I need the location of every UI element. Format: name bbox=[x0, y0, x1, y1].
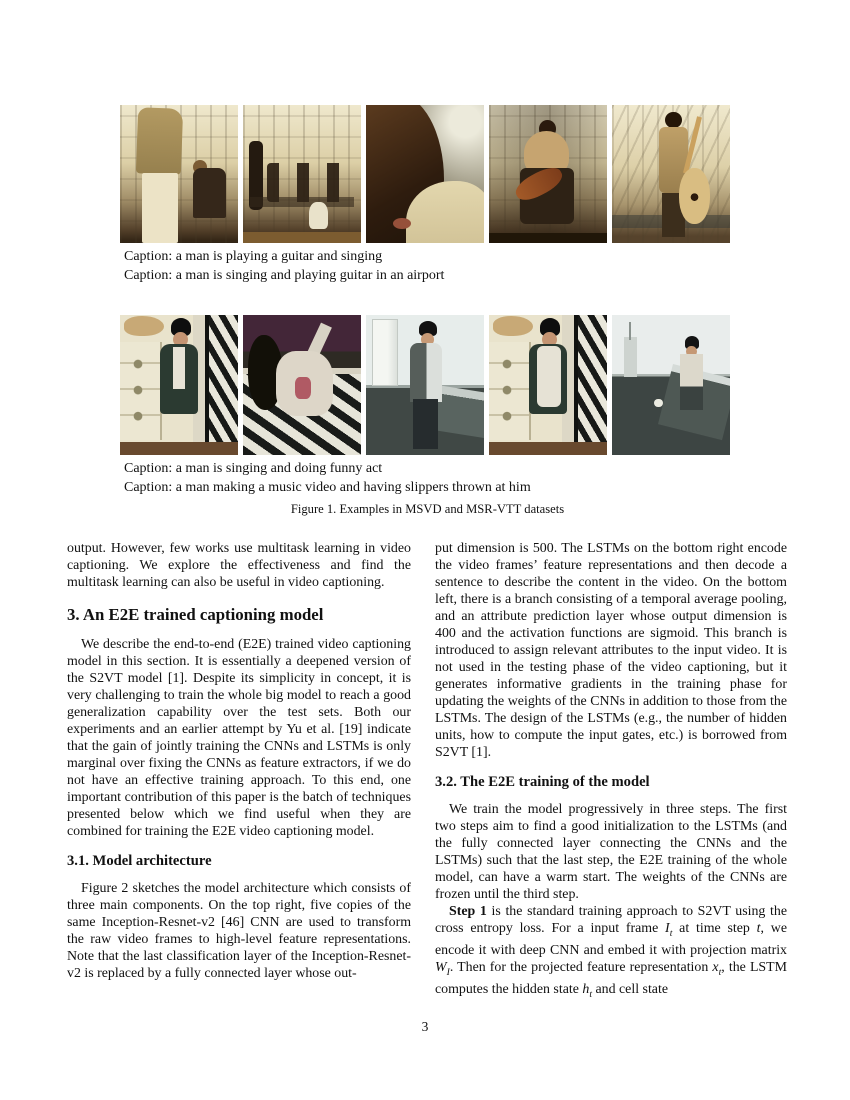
section-3-heading: 3. An E2E trained captioning model bbox=[67, 605, 324, 624]
figure1-caption: Figure 1. Examples in MSVD and MSR-VTT datasets bbox=[290, 502, 565, 516]
video-frame-person-on-zebra-bed bbox=[243, 315, 361, 455]
caption-line: Caption: a man is singing and doing funny act bbox=[124, 461, 383, 476]
row1-caption-block bbox=[124, 247, 736, 285]
scarf-shape bbox=[173, 347, 185, 389]
math-sub: t bbox=[589, 988, 593, 1000]
math-sub: t bbox=[718, 966, 722, 978]
wallpaper-motif-shape bbox=[493, 316, 533, 336]
video-frame-man-on-rooftop-wide bbox=[612, 315, 730, 455]
figure1-row2-strip bbox=[120, 315, 732, 455]
left-column bbox=[67, 540, 411, 982]
wallpaper-motif-shape bbox=[124, 316, 164, 336]
person-legs-shape bbox=[413, 399, 438, 449]
mic-stand-shape bbox=[574, 315, 578, 455]
video-frame-man-seated-playing-guitar bbox=[489, 105, 607, 243]
tower-shape bbox=[372, 319, 398, 386]
math-var: I bbox=[665, 921, 670, 936]
section-3-2-heading: 3.2. The E2E training of the model bbox=[435, 774, 650, 790]
row2-caption-block bbox=[124, 459, 736, 497]
video-frame-man-face-closeup bbox=[366, 105, 484, 243]
vest-shape bbox=[410, 343, 442, 402]
text-segment: and cell state bbox=[592, 981, 668, 997]
caption-line: Caption: a man is singing and playing guitar in an airport bbox=[124, 268, 445, 283]
mic-stand-shape bbox=[205, 315, 209, 455]
math-sub: I bbox=[446, 966, 450, 978]
seated-crowd-shape bbox=[267, 163, 352, 202]
math-var: t bbox=[756, 921, 761, 936]
video-frame-airport-people-seated bbox=[243, 105, 361, 243]
video-frame-airport-man-walking bbox=[120, 105, 238, 243]
dresser-knobs-shape bbox=[501, 351, 513, 429]
paragraph: output. However, few works use multitask learning in video captioning. We explore the effectiveness and find the multitask learning can also be useful in video captioning. bbox=[67, 541, 411, 590]
video-frame-man-in-room-white-vest bbox=[489, 315, 607, 455]
antenna-shape bbox=[629, 322, 631, 340]
step1-label: Step 1 bbox=[449, 904, 487, 919]
section-3-1-heading: 3.1. Model architecture bbox=[67, 853, 212, 869]
person-shirt-shape bbox=[135, 107, 182, 175]
person-body-shape bbox=[680, 354, 702, 410]
caption-line: Caption: a man making a music video and having slippers thrown at him bbox=[124, 480, 531, 495]
floor-shape bbox=[120, 442, 238, 455]
bench-shape bbox=[250, 197, 354, 207]
video-frame-man-laughing-in-room bbox=[120, 315, 238, 455]
text-segment: , we encode it with deep CNN and embed it with projection matrix bbox=[435, 921, 787, 958]
person-head-shape bbox=[665, 112, 682, 129]
text-segment: at time step bbox=[672, 921, 757, 936]
text-segment: . Then for the projected feature representation bbox=[449, 959, 713, 975]
math-var: x bbox=[712, 959, 719, 975]
paragraph: put dimension is 500. The LSTMs on the bottom right encode the video frames’ feature representations and then decode a sentence to describe the content in the video. On the bottom left, there is a branch consisting of a temporal average pooling, and an attribute prediction layer whose output dimension is 400 and the activation functions are sigmoid. This branch is introduced to assign relevant attributes to the input video. It is not used in the testing phase of the video captioning, but it generates informative gradients in the training phase for updating the weights of the CNNs in addition to those from the LSTMs. The design of the LSTMs (e.g., the number of hidden units, how to compute the input gates, etc.) is borrowed from S2VT [1]. bbox=[435, 541, 787, 760]
paragraph: We describe the end-to-end (E2E) trained video captioning model in this section. It is essentially a deepened version of the S2VT model [1]. Despite its simplicity in concept, it is very challenging to train the whole big model to reach a good generalization capability over the test sets. Both our experiments and an earlier attempt by Yu et al. [19] indicate that the gain of jointly training the CNNs and LSTMs is only marginal over fixing the CNNs as feature extractors, if we do not have an effective training approach. To this end, one important contribution of this paper is the batch of techniques presented below which we find useful when they are combined for training the E2E video captioning model. bbox=[67, 637, 411, 839]
paragraph: We train the model progressively in three steps. The first two steps aim to find a good initialization to the LSTMs (and the fully connected layer connecting the CNNs and the LSTMs) such that the last step, the E2E training of the whole model, can have a warm start. The weights of the CNNs are frozen until the third step. bbox=[435, 802, 787, 902]
dresser-knobs-shape bbox=[132, 351, 144, 429]
paragraph: Figure 2 sketches the model architecture which consists of three main components. On the top right, five copies of the same Inception-Resnet-v2 [46] CNN are used to transform the raw video frames to high-level feature representations. Note that the last classification layer of the Inception-Resnet-v2 is replaced by a fully connected layer whose out- bbox=[67, 881, 411, 981]
guitar-body-shape bbox=[679, 168, 710, 223]
bag-shape bbox=[309, 202, 328, 230]
floor-shape bbox=[489, 233, 607, 243]
page-number: 3 bbox=[421, 1019, 429, 1034]
text-segment: , the LSTM computes the hidden state bbox=[435, 959, 787, 997]
floor-shape bbox=[243, 232, 361, 243]
video-frame-man-standing-with-guitar bbox=[612, 105, 730, 243]
caption-line: Caption: a man is playing a guitar and singing bbox=[124, 249, 383, 264]
slipper-shape bbox=[654, 399, 662, 407]
math-sub: t bbox=[669, 927, 673, 939]
person-pants-shape bbox=[142, 173, 177, 243]
paragraph-step1 bbox=[435, 903, 787, 1002]
white-vest-shape bbox=[537, 346, 561, 408]
jacket-patch-shape bbox=[295, 377, 312, 399]
tower-shape bbox=[624, 337, 637, 376]
figure1-row1-strip bbox=[120, 105, 732, 243]
zebra-curtain-shape bbox=[209, 315, 239, 455]
seated-person-shape bbox=[193, 168, 226, 218]
floor-shape bbox=[489, 442, 607, 455]
video-frame-man-on-rooftop bbox=[366, 315, 484, 455]
math-var: h bbox=[582, 981, 590, 997]
zebra-curtain-shape bbox=[578, 315, 608, 455]
text-segment: is the standard training approach to S2VT using the cross entropy loss. For a input frame bbox=[435, 904, 787, 936]
right-column bbox=[435, 540, 787, 1002]
math-var: W bbox=[435, 959, 447, 975]
